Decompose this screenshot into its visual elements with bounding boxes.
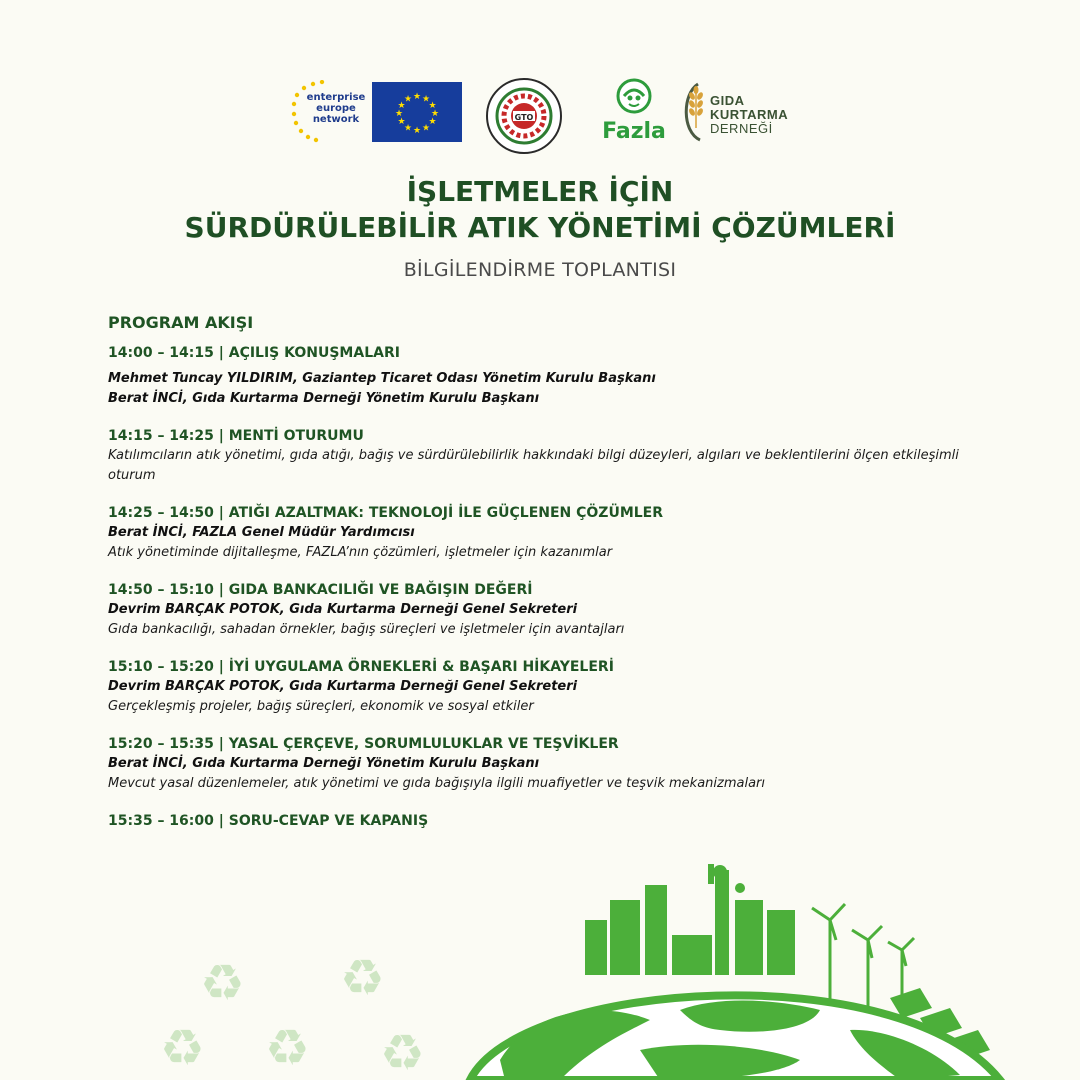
speaker-line: Mehmet Tuncay YILDIRIM, Gaziantep Ticaret Odası Yönetim Kurulu Başkanı xyxy=(108,371,656,386)
svg-text:♻: ♻ xyxy=(160,1019,205,1077)
speaker-line: Devrim BARÇAK POTOK, Gıda Kurtarma Derneği Genel Sekreteri xyxy=(108,602,578,617)
session-description: Gerçekleşmiş projeler, bağış süreçleri, ekonomik ve sosyal etkiler xyxy=(108,699,534,714)
eu-flag-logo xyxy=(372,82,462,142)
een-logo-text: enterprise europe network xyxy=(306,92,366,125)
speaker-line: Berat İNCİ, FAZLA Genel Müdür Yardımcısı xyxy=(108,525,415,540)
session-item xyxy=(108,503,988,563)
enterprise-europe-network-logo xyxy=(290,80,366,144)
program-heading: PROGRAM AKIŞI xyxy=(108,313,254,332)
logo-row xyxy=(280,72,820,152)
fazla-logo xyxy=(598,76,670,146)
svg-text:★: ★ xyxy=(397,101,406,111)
gto-seal-logo xyxy=(484,76,564,156)
svg-text:♻: ♻ xyxy=(265,1019,310,1077)
session-title: 14:25 – 14:50 | ATIĞI AZALTMAK: TEKNOLOJİ İLE GÜÇLENEN ÇÖZÜMLER xyxy=(108,505,664,521)
session-title: 14:15 – 14:25 | MENTİ OTURUMU xyxy=(108,428,364,444)
green-earth-city-illustration xyxy=(0,860,1080,1080)
title-line-2: SÜRDÜRÜLEBİLİR ATIK YÖNETİMİ ÇÖZÜMLERİ xyxy=(184,211,896,244)
fazla-logo-text: Fazla xyxy=(602,119,666,144)
wheat-icon xyxy=(676,76,710,148)
speaker-line: Berat İNCİ, Gıda Kurtarma Derneği Yönetim Kurulu Başkanı xyxy=(108,756,540,771)
session-item xyxy=(108,426,988,486)
svg-text:★: ★ xyxy=(412,92,422,102)
svg-text:♻: ♻ xyxy=(340,949,385,1007)
session-description: Katılımcıların atık yönetimi, gıda atığı, bağış ve sürdürülebilirlik hakkındaki bilgi düzeyleri, algıları ve beklentilerini ölçen etkileşimli oturum xyxy=(108,448,959,483)
svg-text:★: ★ xyxy=(394,109,404,119)
session-description: Atık yönetiminde dijitalleşme, FAZLA’nın çözümleri, işletmeler için kazanımlar xyxy=(108,545,613,560)
page-title xyxy=(0,174,1080,246)
svg-text:★: ★ xyxy=(403,94,413,105)
svg-text:★: ★ xyxy=(430,109,440,119)
session-title: 14:50 – 15:10 | GIDA BANKACILIĞI VE BAĞIŞIN DEĞERİ xyxy=(108,582,533,598)
session-title: 15:20 – 15:35 | YASAL ÇERÇEVE, SORUMLULUKLAR VE TEŞVİKLER xyxy=(108,736,619,752)
svg-text:★: ★ xyxy=(412,126,422,136)
svg-text:♻: ♻ xyxy=(380,1024,425,1080)
svg-text:★: ★ xyxy=(428,117,437,127)
gida-kurtarma-logo xyxy=(676,76,806,148)
svg-text:★: ★ xyxy=(421,123,431,134)
svg-text:★: ★ xyxy=(397,117,406,127)
gida-kurtarma-logo-text: GIDA KURTARMA DERNEĞİ xyxy=(710,93,789,136)
session-title: 14:00 – 14:15 | AÇILIŞ KONUŞMALARI xyxy=(108,345,400,361)
title-line-1: İŞLETMELER İÇİN xyxy=(406,175,674,208)
session-title: 15:35 – 16:00 | SORU-CEVAP VE KAPANIŞ xyxy=(108,813,429,829)
page-subtitle: BİLGİLENDİRME TOPLANTISI xyxy=(403,259,677,281)
eu-stars-icon xyxy=(372,82,462,142)
session-item xyxy=(108,811,988,831)
session-description: Mevcut yasal düzenlemeler, atık yönetimi ve gıda bağışıyla ilgili muafiyetler ve teşvik mekanizmaları xyxy=(108,776,766,791)
session-item xyxy=(108,343,988,409)
session-item xyxy=(108,734,988,794)
speaker-line: Berat İNCİ, Gıda Kurtarma Derneği Yönetim Kurulu Başkanı xyxy=(108,391,540,406)
svg-text:★: ★ xyxy=(421,94,431,105)
svg-text:GTO: GTO xyxy=(514,113,534,122)
program-section xyxy=(108,313,988,848)
city-skyline-icon xyxy=(585,864,795,975)
fazla-mascot-icon xyxy=(598,76,670,116)
session-item xyxy=(108,580,988,640)
session-description: Gıda bankacılığı, sahadan örnekler, bağış süreçleri ve işletmeler için avantajları xyxy=(108,622,625,637)
session-speakers xyxy=(108,369,988,409)
svg-text:★: ★ xyxy=(428,101,437,111)
svg-text:★: ★ xyxy=(403,123,413,134)
speaker-line: Devrim BARÇAK POTOK, Gıda Kurtarma Derneği Genel Sekreteri xyxy=(108,679,578,694)
recycle-icon xyxy=(160,949,425,1080)
svg-text:♻: ♻ xyxy=(200,954,245,1012)
session-title: 15:10 – 15:20 | İYİ UYGULAMA ÖRNEKLERİ & BAŞARI HİKAYELERİ xyxy=(108,659,614,675)
session-item xyxy=(108,657,988,717)
